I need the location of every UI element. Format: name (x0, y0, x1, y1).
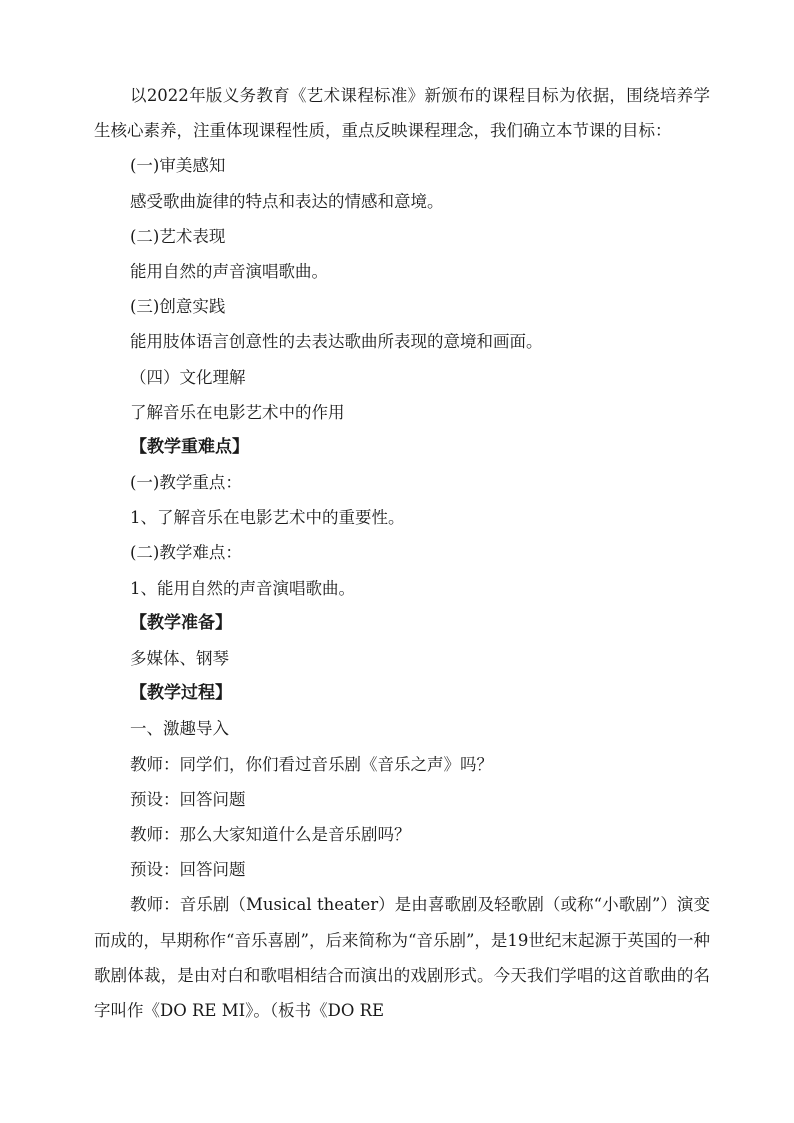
difficulty-item: 1、能用自然的声音演唱歌曲。 (130, 578, 355, 598)
difficulty-heading: (二)教学难点： (130, 543, 242, 563)
process-section-one: 一、激趣导入 (130, 719, 229, 739)
objective-heading-creative: (三)创意实践 (130, 297, 226, 317)
document-page (94, 78, 710, 1028)
dialogue-line: 预设：回答问题 (130, 860, 246, 880)
closing-paragraph: 教师：音乐剧（Musical theater）是由喜歌剧及轻歌剧（或称“小歌剧”）演变而成的，早期称作“音乐喜剧”，后来简称为“音乐剧”，是19世纪末起源于英国的一种歌剧体裁，是由对白和歌唱相结合而演出的戏剧形式。今天我们学唱的这首歌曲的名字叫作《DO RE MI》。（板书《DO RE (94, 895, 710, 1020)
section-title-preparation: 【教学准备】 (130, 612, 232, 633)
focus-item: 1、了解音乐在电影艺术中的重要性。 (130, 508, 405, 528)
objective-text-expression: 能用自然的声音演唱歌曲。 (130, 261, 328, 281)
objective-text-creative: 能用肢体语言创意性的去表达歌曲所表现的意境和画面。 (130, 332, 543, 352)
focus-heading: (一)教学重点： (130, 473, 242, 493)
section-title-key-points: 【教学重难点】 (130, 436, 249, 457)
intro-paragraph: 以2022年版义务教育《艺术课程标准》新颁布的课程目标为依据，围绕培养学生核心素养，注重体现课程性质，重点反映课程理念，我们确立本节课的目标： (94, 86, 710, 141)
objective-heading-aesthetic: (一)审美感知 (130, 156, 226, 176)
objective-heading-expression: (二)艺术表现 (130, 226, 226, 246)
objective-heading-culture: （四）文化理解 (130, 367, 246, 387)
dialogue-line: 教师：那么大家知道什么是音乐剧吗？ (130, 824, 411, 844)
preparation-text: 多媒体、钢琴 (130, 649, 229, 669)
objective-text-aesthetic: 感受歌曲旋律的特点和表达的情感和意境。 (130, 191, 444, 211)
objective-text-culture: 了解音乐在电影艺术中的作用 (130, 402, 345, 422)
section-title-process: 【教学过程】 (130, 683, 232, 704)
dialogue-line: 预设：回答问题 (130, 789, 246, 809)
dialogue-line: 教师：同学们，你们看过音乐剧《音乐之声》吗？ (130, 754, 493, 774)
